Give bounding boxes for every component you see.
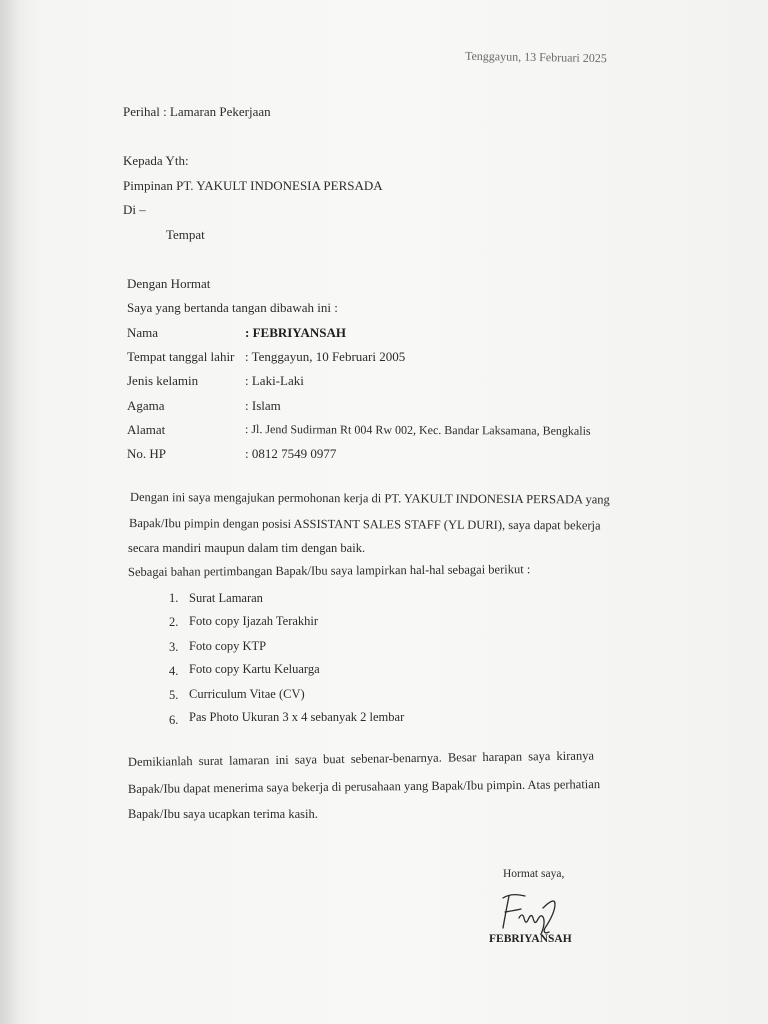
body-line-3: secara mandiri maupun dalam tim dengan baik. bbox=[128, 541, 366, 555]
recipient-line-4: Tempat bbox=[166, 227, 205, 242]
body-line-1: Dengan ini saya mengajukan permohonan kerja di PT. YAKULT INDONESIA PERSADA yang bbox=[129, 490, 610, 507]
field-value-name: : FEBRIYANSAH bbox=[245, 325, 347, 340]
greeting: Dengan Hormat bbox=[127, 276, 211, 291]
attachment-number: 2. bbox=[169, 615, 179, 629]
handwritten-signature bbox=[495, 884, 565, 940]
body-line-4: Sebagai bahan pertimbangan Bapak/Ibu saya lampirkan hal-hal sebagai berikut : bbox=[127, 562, 531, 579]
intro-line: Saya yang bertanda tangan dibawah ini : bbox=[127, 300, 338, 315]
attachment-number: 3. bbox=[169, 640, 179, 654]
field-label-address: Alamat bbox=[127, 422, 166, 437]
closing-line-2: Bapak/Ibu dapat menerima saya bekerja di perusahaan yang Bapak/Ibu pimpin. Atas perhatian bbox=[127, 777, 601, 796]
attachment-number: 4. bbox=[169, 664, 179, 678]
field-value-gender: : Laki-Laki bbox=[245, 373, 304, 388]
recipient-line-1: Kepada Yth: bbox=[123, 153, 189, 168]
attachment-item: Pas Photo Ukuran 3 x 4 sebanyak 2 lembar bbox=[189, 710, 405, 724]
attachment-number: 5. bbox=[169, 688, 179, 702]
field-value-address: : Jl. Jend Sudirman Rt 004 Rw 002, Kec. Bandar Laksamana, Bengkalis bbox=[244, 422, 591, 438]
field-value-phone: : 0812 7549 0977 bbox=[245, 446, 337, 461]
attachment-number: 1. bbox=[169, 591, 179, 605]
closing-salutation: Hormat saya, bbox=[503, 868, 565, 880]
recipient-line-2: Pimpinan PT. YAKULT INDONESIA PERSADA bbox=[123, 178, 383, 193]
field-value-religion: : Islam bbox=[245, 398, 281, 413]
field-label-name: Nama bbox=[127, 325, 159, 340]
signature-name: FEBRIYANSAH bbox=[489, 933, 572, 945]
letter-subject: Perihal : Lamaran Pekerjaan bbox=[123, 104, 271, 119]
field-value-birth: : Tenggayun, 10 Februari 2005 bbox=[245, 349, 406, 364]
attachment-number: 6. bbox=[169, 713, 179, 727]
attachment-item: Foto copy KTP bbox=[189, 639, 267, 653]
field-label-gender: Jenis kelamin bbox=[127, 373, 199, 388]
closing-line-3: Bapak/Ibu saya ucapkan terima kasih. bbox=[128, 807, 318, 821]
page-edge-shadow bbox=[0, 0, 18, 1024]
attachment-item: Foto copy Ijazah Terakhir bbox=[189, 614, 319, 628]
letter-date: Tenggayun, 13 Februari 2025 bbox=[464, 48, 607, 66]
field-label-phone: No. HP bbox=[127, 446, 167, 461]
attachment-item: Curriculum Vitae (CV) bbox=[189, 687, 305, 701]
field-label-religion: Agama bbox=[127, 398, 165, 413]
attachment-item: Foto copy Kartu Keluarga bbox=[189, 662, 320, 676]
recipient-line-3: Di – bbox=[123, 202, 146, 217]
body-line-2: Bapak/Ibu pimpin dengan posisi ASSISTANT SALES STAFF (YL DURI), saya dapat bekerja bbox=[128, 516, 601, 533]
closing-line-1: Demikianlah surat lamaran ini saya buat sebenar-benarnya. Besar harapan saya kiranya bbox=[127, 748, 595, 769]
field-label-birth: Tempat tanggal lahir bbox=[127, 349, 235, 364]
attachment-item: Surat Lamaran bbox=[189, 591, 263, 605]
